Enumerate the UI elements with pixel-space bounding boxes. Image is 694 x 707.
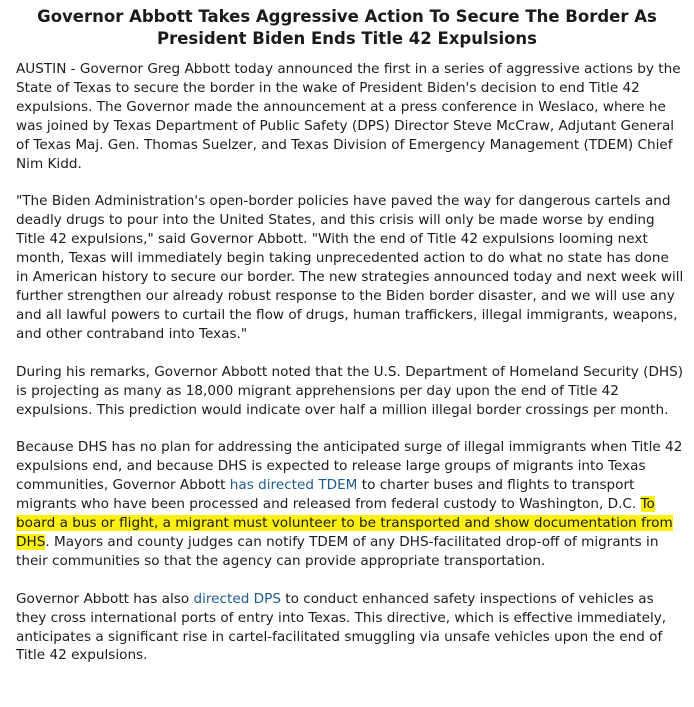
paragraph-quote: "The Biden Administration's open-border policies have paved the way for dangerous cartels and deadly drugs to pour into the United States, and this crisis will only be made worse by ending Title 42 expulsions," said Governor Abbott. "With the end of Title 42 expulsions looming next month, Texas will immediately begin taking unprecedented action to do what no state has done in American history to secure our border. The new strategies announced today and next week will further strengthen our already robust response to the Biden border disaster, and we will use any and all lawful powers to curtail the flow of drugs, human traffickers, illegal immigrants, weapons, and other contraband into Texas."	[16, 193, 684, 342]
headline	[12, 6, 682, 50]
paragraph-intro: AUSTIN - Governor Greg Abbott today announced the first in a series of aggressive actions by the State of Texas to secure the border in the wake of President Biden's decision to end Title 42 expulsions. The Governor made the announcement at a press conference in Weslaco, where he was joined by Texas Department of Public Safety (DPS) Director Steve McCraw, Adjutant General of Texas Maj. Gen. Thomas Suelzer, and Texas Division of Emergency Management (TDEM) Chief Nim Kidd.	[16, 61, 681, 172]
transport-text-start: Because DHS has no plan for addressing the anticipated surge of illegal immigrants when Title 42 expulsions end, and because DHS is expected to release large groups of migrants into Texas communities, Governor Abbott	[16, 439, 683, 494]
paragraph-inspections	[16, 590, 684, 666]
highlighted-requirement: To board a bus or flight, a migrant must volunteer to be transported and show documentation from DHS	[16, 496, 673, 550]
paragraph-dhs-projection: During his remarks, Governor Abbott noted that the U.S. Department of Homeland Security (DHS) is projecting as many as 18,000 migrant apprehensions per day upon the end of Title 42 expulsions. This prediction would indicate over half a million illegal border crossings per month.	[16, 363, 684, 418]
headline-line-1: Governor Abbott Takes Aggressive Action To Secure The Border As	[37, 7, 657, 26]
inspections-text-end: to conduct enhanced safety inspections of vehicles as they cross international ports of entry into Texas. This directive, which is effective immediately, anticipates a significant rise in cartel-facilitated smuggling via unsafe vehicles upon the end of Title 42 expulsions.	[16, 590, 667, 664]
paragraph-transport	[16, 438, 684, 570]
inspections-text-start: Governor Abbott has also	[16, 590, 194, 607]
transport-text-end: . Mayors and county judges can notify TDEM of any DHS-facilitated drop-off of migrants in their communities so that the agency can provide appropriate transportation.	[16, 533, 659, 569]
headline-line-2: President Biden Ends Title 42 Expulsions	[157, 29, 537, 48]
tdem-directive-link[interactable]: has directed TDEM	[229, 477, 358, 494]
transport-text-middle: to charter buses and flights to transport migrants who have been processed and released from federal custody to Washington, D.C.	[16, 477, 641, 513]
dps-directive-link[interactable]: directed DPS	[193, 590, 281, 607]
article-body	[16, 60, 684, 665]
